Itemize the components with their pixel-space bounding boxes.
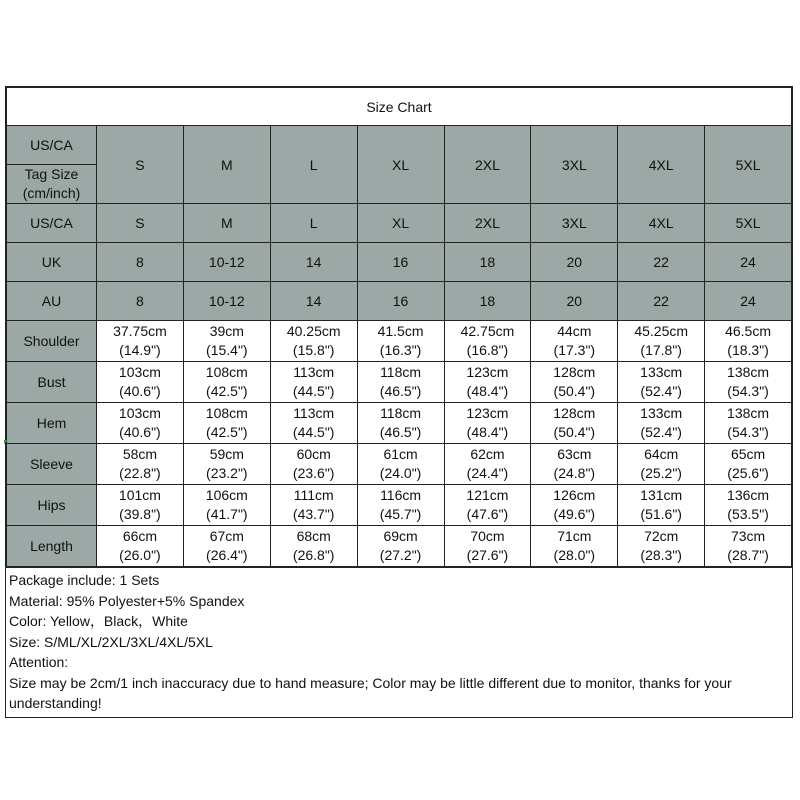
measurement-cell [705, 403, 792, 444]
measurement-cell [531, 403, 618, 444]
measurement-cm: 108cm [205, 405, 248, 421]
measurement-cm: 45.25cm [634, 323, 689, 339]
measurement-inch: (45.7") [379, 506, 422, 522]
measurement-inch: (52.4") [640, 383, 682, 399]
conversion-cell: S [97, 204, 184, 243]
measurement-inch: (26.0") [119, 547, 161, 563]
header-size-5xl: 5XL [705, 126, 792, 204]
measurement-inch: (23.2") [206, 465, 248, 481]
measurement-cell [270, 485, 357, 526]
measurement-cm: 133cm [640, 405, 683, 421]
conversion-cell: 20 [531, 243, 618, 282]
measurement-cm: 73cm [730, 528, 766, 544]
conversion-cell: 8 [97, 243, 184, 282]
row-label: Hem [7, 403, 97, 444]
measurement-inch: (42.5") [206, 424, 248, 440]
measurement-cell [618, 485, 705, 526]
measurement-cell [531, 485, 618, 526]
header-row [7, 126, 792, 204]
measurement-inch: (46.5") [379, 424, 422, 440]
conversion-cell: 22 [618, 243, 705, 282]
measurement-cell [705, 526, 792, 567]
conversion-cell: XL [357, 204, 444, 243]
measurement-cm: 64cm [644, 446, 679, 462]
conversion-row [7, 204, 792, 243]
measurement-inch: (40.6") [119, 383, 161, 399]
header-size-s: S [97, 126, 184, 204]
measurement-cm: 111cm [293, 487, 334, 503]
note-line: Size may be 2cm/1 inch inaccuracy due to hand measure; Color may be little different due to monitor, thanks for your understanding! [9, 674, 732, 711]
measurement-cell [531, 526, 618, 567]
measurement-inch: (54.3") [727, 383, 769, 399]
measurement-row [7, 485, 792, 526]
measurement-cm: 128cm [553, 364, 596, 380]
header-label-cell [7, 126, 97, 204]
conversion-row [7, 243, 792, 282]
measurement-inch: (27.2") [379, 547, 422, 563]
conversion-cell: 8 [97, 282, 184, 321]
measurement-inch: (14.9") [119, 342, 161, 358]
measurement-cell [444, 485, 531, 526]
measurement-inch: (28.7") [727, 547, 769, 563]
measurement-inch: (15.8") [292, 342, 335, 358]
measurement-inch: (25.6") [727, 465, 769, 481]
measurement-cm: 61cm [383, 446, 418, 462]
measurement-cm: 62cm [470, 446, 505, 462]
conversion-cell: 4XL [618, 204, 705, 243]
measurement-cell [618, 403, 705, 444]
measurement-cm: 133cm [640, 364, 683, 380]
measurement-cell [270, 321, 357, 362]
measurement-row [7, 403, 792, 444]
note-line: Color: Yellow，Black，White [9, 613, 188, 629]
measurement-cm: 41.5cm [377, 323, 424, 339]
measurement-cm: 113cm [293, 405, 335, 421]
measurement-cell [183, 485, 270, 526]
row-label: Bust [7, 362, 97, 403]
measurement-cm: 60cm [296, 446, 331, 462]
chart-title: Size Chart [7, 88, 792, 126]
measurement-cm: 65cm [730, 446, 766, 462]
measurement-inch: (48.4") [466, 424, 509, 440]
measurement-cm: 66cm [122, 528, 158, 544]
measurement-cell [705, 485, 792, 526]
measurement-cm: 39cm [209, 323, 244, 339]
measurement-cell [183, 526, 270, 567]
conversion-cell: 24 [705, 243, 792, 282]
measurement-cell [183, 403, 270, 444]
measurement-cell [183, 362, 270, 403]
measurement-cell [618, 321, 705, 362]
header-tag-size-label: Tag Size [24, 166, 79, 182]
measurement-cm: 71cm [557, 528, 592, 544]
measurement-cm: 123cm [466, 405, 509, 421]
measurement-cell [531, 362, 618, 403]
measurement-inch: (25.2") [640, 465, 682, 481]
measurement-inch: (50.4") [553, 424, 596, 440]
measurement-cm: 121cm [466, 487, 509, 503]
measurement-cell [618, 526, 705, 567]
measurement-cm: 69cm [383, 528, 418, 544]
measurement-inch: (48.4") [466, 383, 509, 399]
measurement-row [7, 444, 792, 485]
measurement-cell [97, 321, 184, 362]
conversion-cell: 10-12 [183, 243, 270, 282]
measurement-cell [444, 403, 531, 444]
conversion-cell: 3XL [531, 204, 618, 243]
header-top-label: US/CA [7, 126, 96, 165]
measurement-inch: (44.5") [292, 383, 335, 399]
measurement-inch: (52.4") [640, 424, 682, 440]
measurement-inch: (40.6") [119, 424, 161, 440]
measurement-cm: 72cm [644, 528, 679, 544]
measurement-cm: 44cm [557, 323, 592, 339]
measurement-inch: (54.3") [727, 424, 769, 440]
title-row [7, 88, 792, 126]
measurement-cell [97, 444, 184, 485]
measurement-cell [705, 444, 792, 485]
measurement-cm: 40.25cm [286, 323, 341, 339]
measurement-inch: (16.8") [466, 342, 509, 358]
measurement-inch: (39.8") [119, 506, 161, 522]
measurement-cm: 118cm [380, 405, 422, 421]
measurement-inch: (16.3") [379, 342, 422, 358]
notes-block [6, 567, 792, 717]
measurement-inch: (18.3") [727, 342, 769, 358]
measurement-cm: 123cm [466, 364, 509, 380]
measurement-inch: (22.8") [119, 465, 161, 481]
header-unit-label: (cm/inch) [22, 185, 81, 201]
conversion-cell: M [183, 204, 270, 243]
conversion-cell: 22 [618, 282, 705, 321]
measurement-cell [444, 526, 531, 567]
header-size-xl: XL [357, 126, 444, 204]
measurement-inch: (28.0") [553, 547, 596, 563]
measurement-cm: 106cm [205, 487, 248, 503]
measurement-cell [444, 362, 531, 403]
measurement-row [7, 526, 792, 567]
conversion-cell: 2XL [444, 204, 531, 243]
measurement-inch: (15.4") [206, 342, 248, 358]
row-label: Hips [7, 485, 97, 526]
measurement-cell [97, 485, 184, 526]
measurement-cm: 136cm [727, 487, 770, 503]
measurement-inch: (28.3") [640, 547, 682, 563]
header-size-2xl: 2XL [444, 126, 531, 204]
measurement-inch: (46.5") [379, 383, 422, 399]
conversion-cell: 18 [444, 243, 531, 282]
measurement-inch: (17.3") [553, 342, 596, 358]
measurement-cell [618, 444, 705, 485]
measurement-cm: 118cm [380, 364, 422, 380]
measurement-inch: (43.7") [292, 506, 335, 522]
measurement-cm: 138cm [727, 364, 770, 380]
conversion-cell: 14 [270, 243, 357, 282]
measurement-inch: (44.5") [292, 424, 335, 440]
conversion-cell: 16 [357, 282, 444, 321]
measurement-cm: 103cm [118, 364, 161, 380]
row-label: US/CA [7, 204, 97, 243]
row-label: Length [7, 526, 97, 567]
measurement-cm: 138cm [727, 405, 770, 421]
row-label: UK [7, 243, 97, 282]
measurement-cm: 126cm [553, 487, 596, 503]
measurement-cell [705, 362, 792, 403]
note-line: Material: 95% Polyester+5% Spandex [9, 592, 245, 609]
measurement-cell [357, 444, 444, 485]
measurement-inch: (17.8") [640, 342, 682, 358]
header-size-3xl: 3XL [531, 126, 618, 204]
header-size-l: L [270, 126, 357, 204]
size-chart-table [6, 87, 792, 567]
measurement-cell [618, 362, 705, 403]
measurement-inch: (47.6") [466, 506, 509, 522]
measurement-cell [357, 485, 444, 526]
measurement-cell [97, 403, 184, 444]
measurement-inch: (49.6") [553, 506, 596, 522]
measurement-inch: (51.6") [640, 506, 682, 522]
measurement-cm: 101cm [118, 487, 161, 503]
measurement-inch: (53.5") [727, 506, 769, 522]
measurement-cell [357, 403, 444, 444]
measurement-inch: (27.6") [466, 547, 509, 563]
measurement-cm: 42.75cm [460, 323, 515, 339]
measurement-cell [357, 526, 444, 567]
header-size-4xl: 4XL [618, 126, 705, 204]
measurement-row [7, 321, 792, 362]
measurement-cell [183, 444, 270, 485]
measurement-cell [270, 444, 357, 485]
measurement-cell [270, 362, 357, 403]
row-label: Shoulder [7, 321, 97, 362]
size-chart-sheet [5, 86, 793, 718]
measurement-cm: 68cm [296, 528, 331, 544]
measurement-cell [357, 362, 444, 403]
measurement-inch: (24.4") [466, 465, 509, 481]
conversion-cell: 16 [357, 243, 444, 282]
conversion-row [7, 282, 792, 321]
measurement-cell [531, 321, 618, 362]
measurement-cell [444, 321, 531, 362]
measurement-cm: 37.75cm [113, 323, 167, 339]
measurement-cell [705, 321, 792, 362]
cell-marker [4, 440, 8, 444]
measurement-cm: 63cm [557, 446, 592, 462]
note-line: Package include: 1 Sets [9, 572, 160, 588]
measurement-cm: 67cm [209, 528, 244, 544]
conversion-cell: 24 [705, 282, 792, 321]
measurement-cm: 131cm [640, 487, 683, 503]
measurement-cell [97, 362, 184, 403]
measurement-cm: 103cm [118, 405, 161, 421]
row-label: Sleeve [7, 444, 97, 485]
measurement-cm: 59cm [209, 446, 244, 462]
measurement-inch: (42.5") [206, 383, 248, 399]
measurement-cm: 70cm [470, 528, 505, 544]
conversion-cell: 18 [444, 282, 531, 321]
conversion-cell: 5XL [705, 204, 792, 243]
measurement-cell [270, 403, 357, 444]
measurement-inch: (24.8") [553, 465, 596, 481]
measurement-inch: (41.7") [206, 506, 248, 522]
conversion-cell: 10-12 [183, 282, 270, 321]
header-size-m: M [183, 126, 270, 204]
measurement-cm: 58cm [122, 446, 158, 462]
measurement-inch: (24.0") [379, 465, 422, 481]
measurement-inch: (50.4") [553, 383, 596, 399]
conversion-cell: L [270, 204, 357, 243]
measurement-cm: 113cm [293, 364, 335, 380]
measurement-cm: 108cm [205, 364, 248, 380]
conversion-cell: 14 [270, 282, 357, 321]
note-line: Attention: [9, 654, 69, 670]
measurement-inch: (23.6") [292, 465, 335, 481]
row-label: AU [7, 282, 97, 321]
measurement-cell [183, 321, 270, 362]
measurement-row [7, 362, 792, 403]
conversion-cell: 20 [531, 282, 618, 321]
measurement-inch: (26.8") [292, 547, 335, 563]
measurement-cell [270, 526, 357, 567]
measurement-inch: (26.4") [206, 547, 248, 563]
measurement-cm: 116cm [380, 487, 422, 503]
measurement-cell [97, 526, 184, 567]
measurement-cm: 128cm [553, 405, 596, 421]
measurement-cell [444, 444, 531, 485]
note-line: Size: S/ML/XL/2XL/3XL/4XL/5XL [9, 633, 213, 650]
measurement-cell [357, 321, 444, 362]
measurement-cell [531, 444, 618, 485]
measurement-cm: 46.5cm [725, 323, 772, 339]
